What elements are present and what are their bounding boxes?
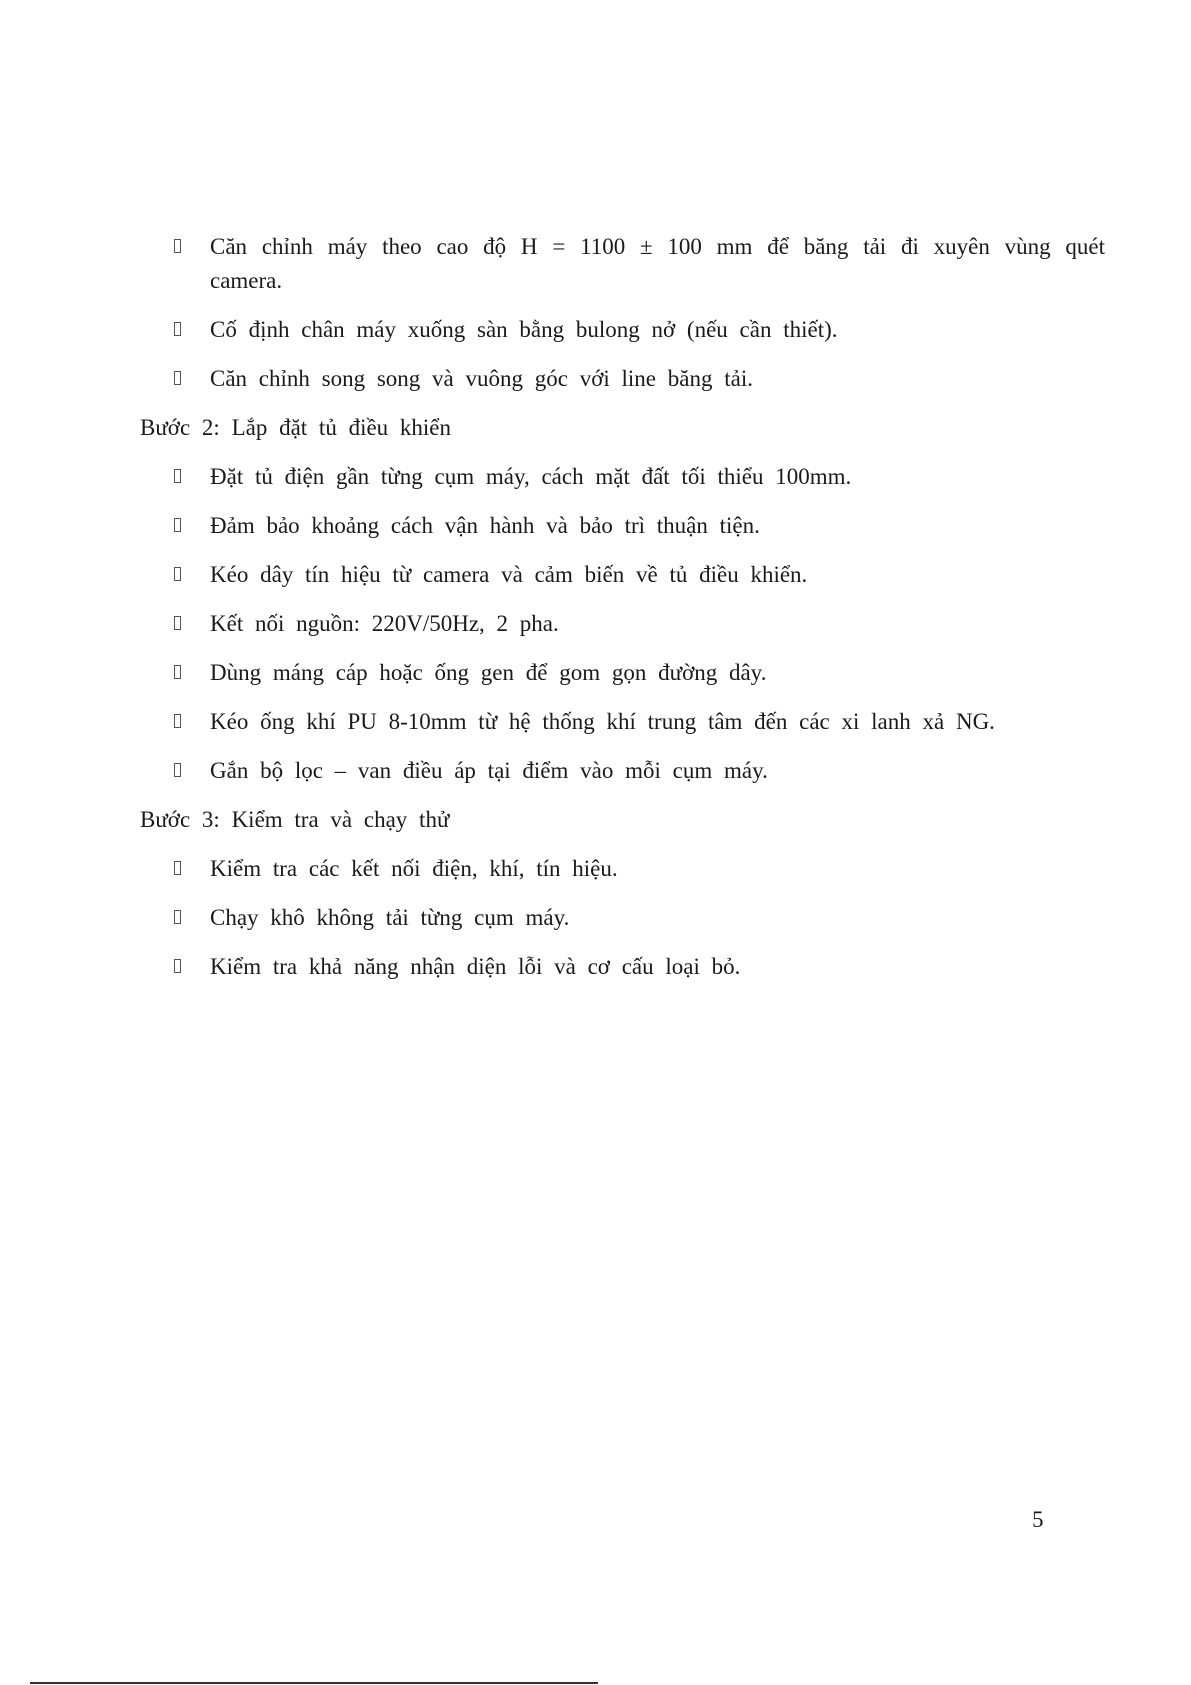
bullet-box-icon [174,567,181,581]
list-item-text: Kiểm tra các kết nối điện, khí, tín hiệu. [210,856,618,881]
page-number: 5 [1032,1507,1044,1532]
bullet-box-icon [174,239,181,253]
list-item-text: Chạy khô không tải từng cụm máy. [210,905,570,930]
step3-heading: Bước 3: Kiểm tra và chạy thử [140,807,450,832]
bullet-box-icon [174,763,181,777]
list-item-text: Đặt tủ điện gần từng cụm máy, cách mặt đất tối thiểu 100mm. [210,464,852,489]
list-item-text: Căn chỉnh song song và vuông góc với line băng tải. [210,366,753,391]
list-item [140,558,1105,592]
step2-heading: Bước 2: Lắp đặt tủ điều khiển [140,415,452,440]
list-item [140,460,1105,494]
list-item-text: Kiểm tra khả năng nhận diện lỗi và cơ cấu loại bỏ. [210,954,741,979]
bullet-box-icon [174,518,181,532]
list-item [140,607,1105,641]
bullet-box-icon [174,959,181,973]
step3-list [140,852,1105,984]
bullet-box-icon [174,371,181,385]
step2-list [140,460,1105,788]
list-item-text: Căn chỉnh máy theo cao độ H = 1100 ± 100 mm để băng tải đi xuyên vùng quét camera. [210,234,1105,293]
bullet-box-icon [174,714,181,728]
list-item [140,754,1105,788]
list-item-text: Cố định chân máy xuống sàn bằng bulong nở (nếu cần thiết). [210,317,838,342]
list-item [140,705,1105,739]
list-item-text: Kéo ống khí PU 8-10mm từ hệ thống khí trung tâm đến các xi lanh xả NG. [210,709,995,734]
list-item [140,901,1105,935]
page-content [140,230,1105,999]
bullet-box-icon [174,616,181,630]
list-item [140,509,1105,543]
footer-divider [30,1682,598,1684]
list-item [140,362,1105,396]
list-item [140,950,1105,984]
list-item-text: Gắn bộ lọc – van điều áp tại điểm vào mỗi cụm máy. [210,758,768,783]
list-item-text: Đảm bảo khoảng cách vận hành và bảo trì thuận tiện. [210,513,760,538]
list-item-text: Kéo dây tín hiệu từ camera và cảm biến về tủ điều khiển. [210,562,808,587]
bullet-box-icon [174,861,181,875]
bullet-box-icon [174,469,181,483]
list-item [140,852,1105,886]
intro-list [140,230,1105,396]
list-item [140,230,1105,298]
bullet-box-icon [174,322,181,336]
list-item [140,313,1105,347]
bullet-box-icon [174,665,181,679]
list-item-text: Dùng máng cáp hoặc ống gen để gom gọn đường dây. [210,660,767,685]
list-item [140,656,1105,690]
list-item-text: Kết nối nguồn: 220V/50Hz, 2 pha. [210,611,559,636]
bullet-box-icon [174,910,181,924]
